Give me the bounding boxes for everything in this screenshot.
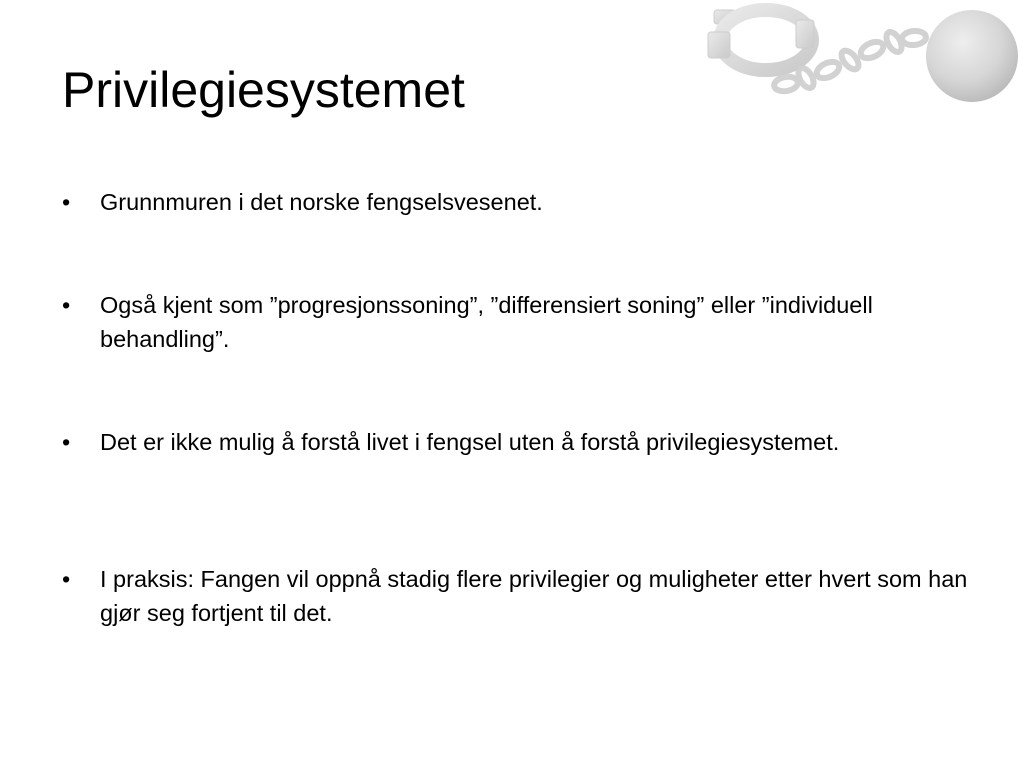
bullet-dot: • (62, 566, 71, 592)
slide-title: Privilegiesystemet (62, 62, 465, 118)
iron-ball (926, 10, 1018, 102)
bullet-dot: • (62, 429, 71, 455)
bullet-item (62, 185, 982, 219)
bullet-item (62, 562, 982, 630)
bullet-text: Grunnmuren i det norske fengselsvesenet. (100, 189, 543, 215)
bullet-item (62, 425, 982, 459)
shackle-cuff (708, 10, 814, 70)
ball-and-chain-icon (700, 0, 1024, 120)
bullet-dot: • (62, 189, 71, 215)
bullet-item (62, 288, 982, 356)
bullet-text: Det er ikke mulig å forstå livet i fengsel uten å forstå privilegiesystemet. (100, 429, 840, 455)
bullet-dot: • (62, 292, 71, 318)
bullet-text: I praksis: Fangen vil oppnå stadig flere privilegier og muligheter etter hvert som han gjør seg fortjent til det. (100, 566, 968, 626)
bullet-text: Også kjent som ”progresjonssoning”, ”differensiert soning” eller ”individuell behandling”. (100, 292, 873, 352)
